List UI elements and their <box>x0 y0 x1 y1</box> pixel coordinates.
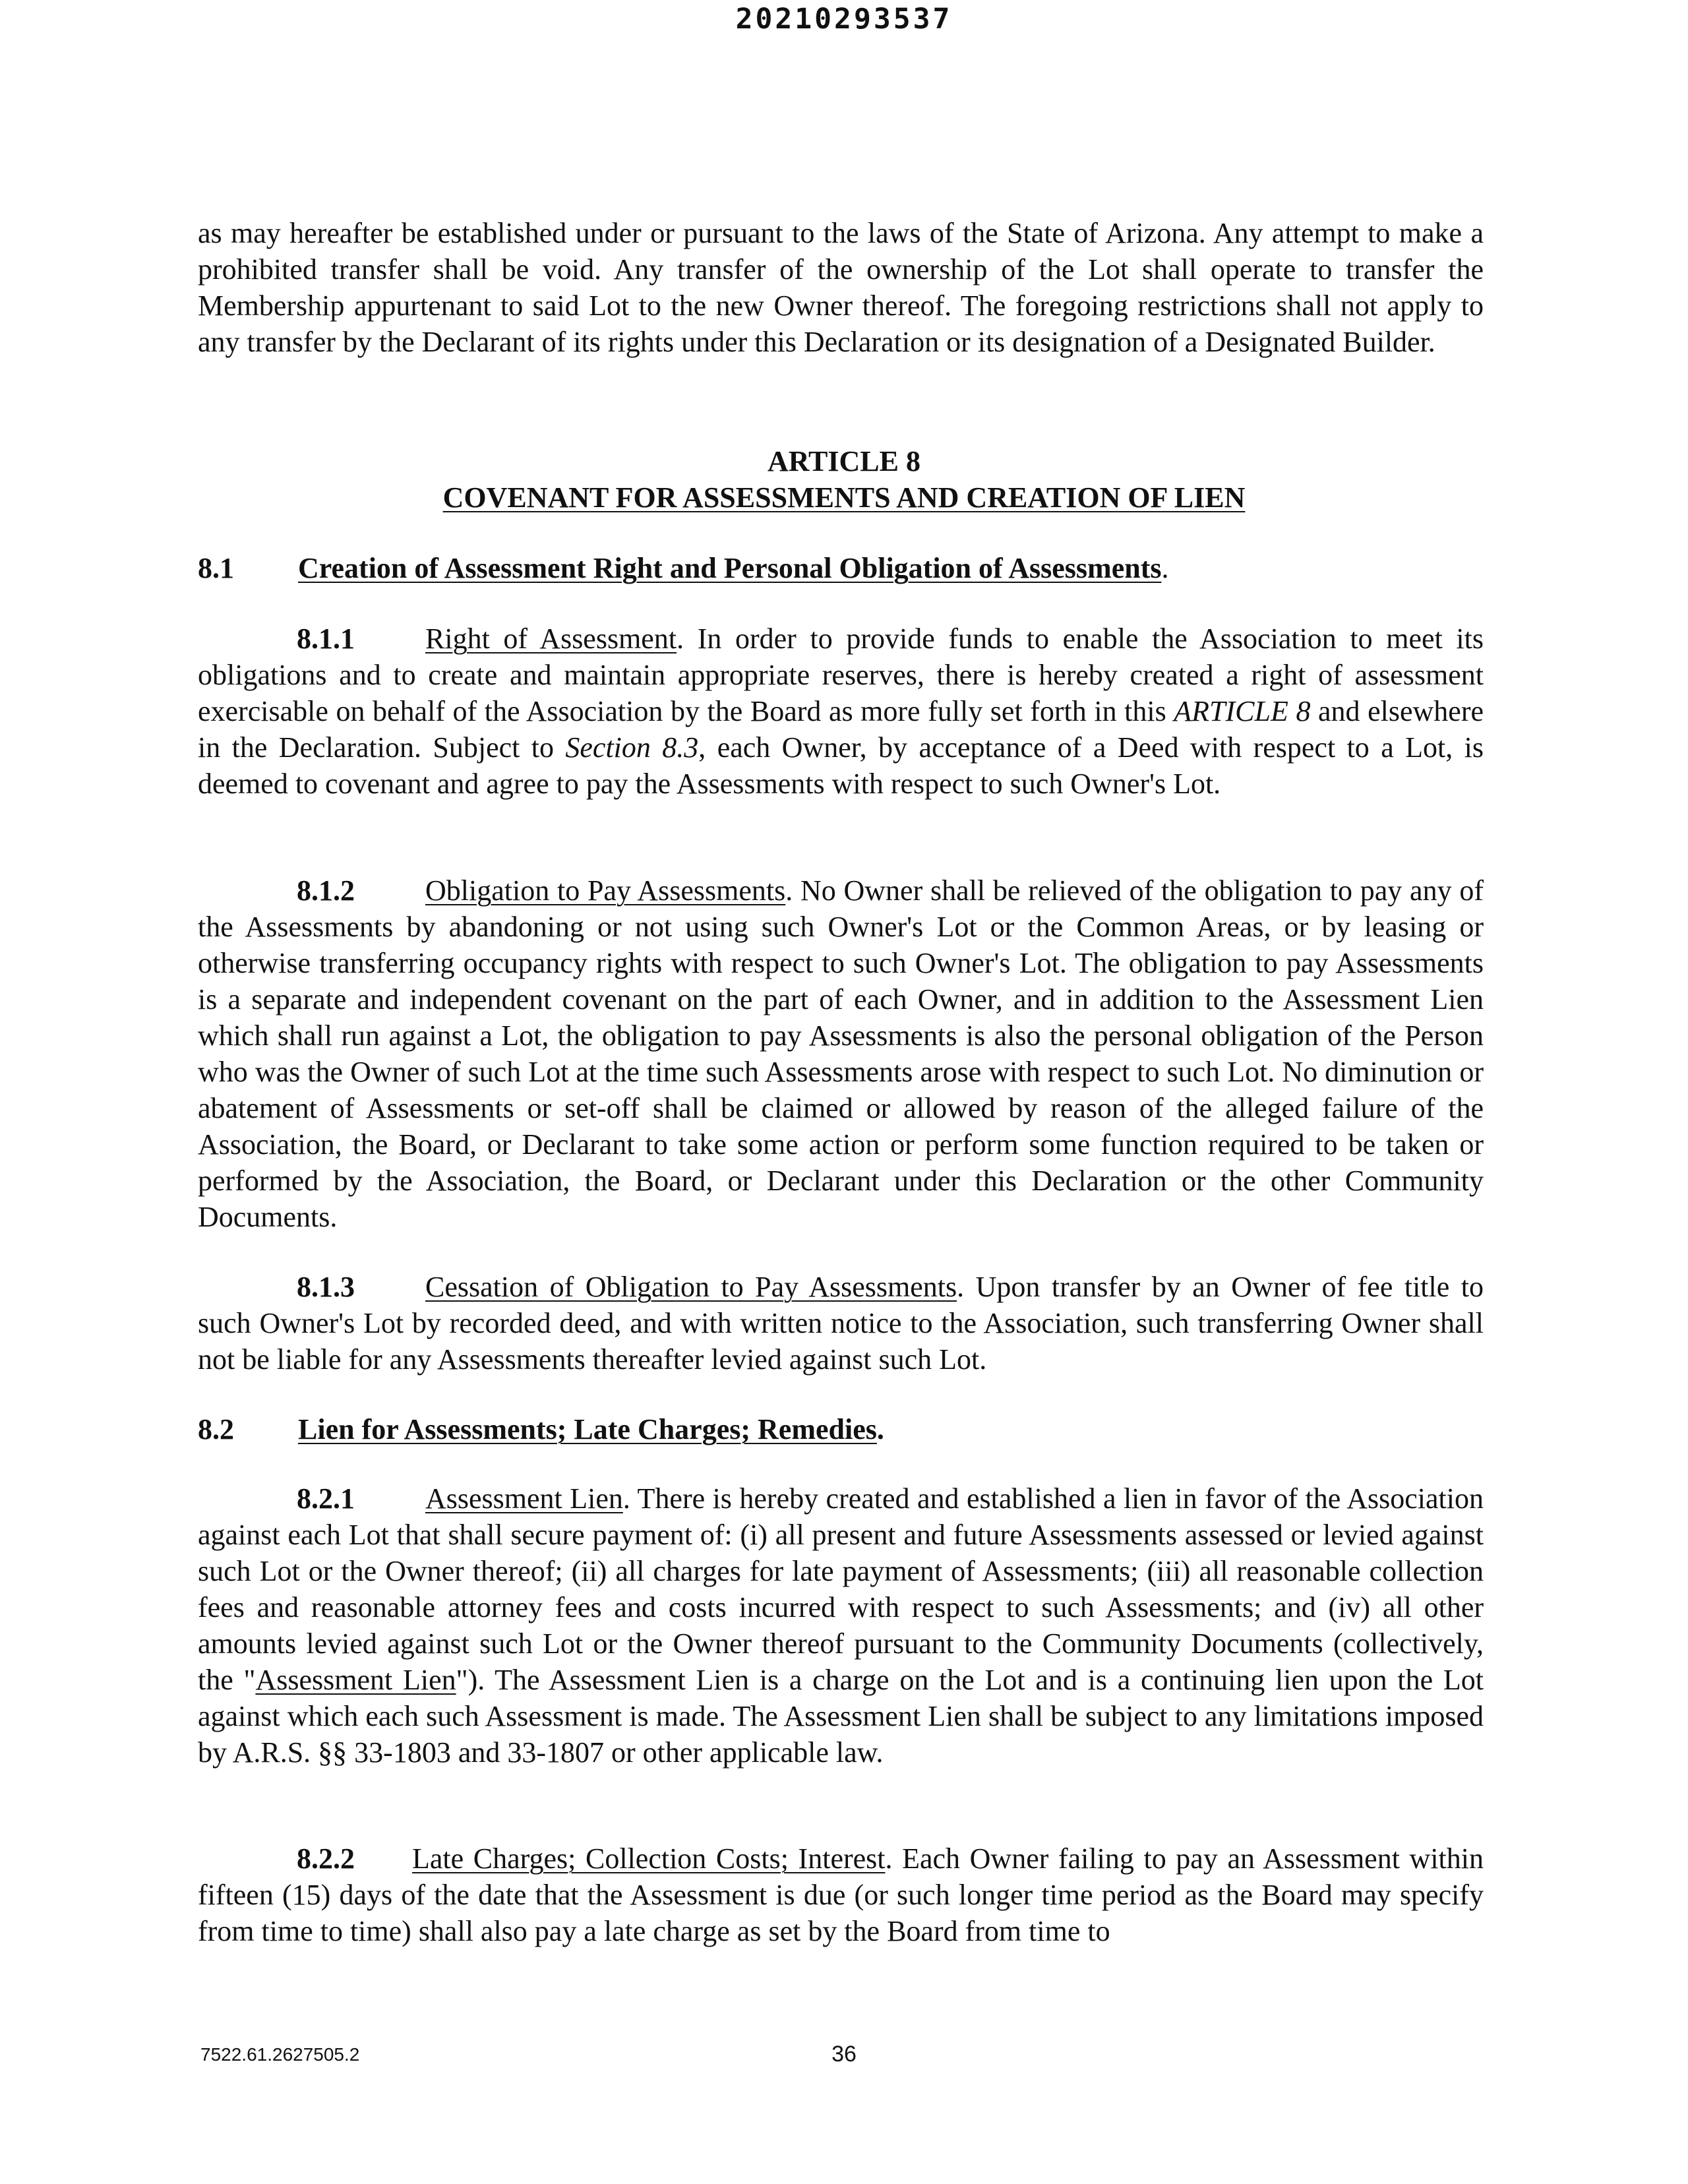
section-8-1-3-text: . Upon transfer by an Owner of fee title to such Owner's Lot by recorded deed, and with written notice to the Association, such transferring Owner shall not be liable for any Assessments thereafter levied against such Lot. <box>198 1271 1484 1376</box>
page-number: 36 <box>831 2042 857 2067</box>
section-8-1-2-title: Obligation to Pay Assessments <box>425 874 786 907</box>
section-8-2-1 <box>198 1480 1484 1771</box>
article-title <box>0 479 1688 516</box>
section-8-1-1-section-ref: Section 8.3 <box>565 731 699 764</box>
document-number: 20210293537 <box>735 3 953 36</box>
section-8-1-2 <box>198 872 1484 1235</box>
section-8-1-title: Creation of Assessment Right and Personal Obligation of Assessments <box>298 552 1162 584</box>
section-8-1-1-article-ref: ARTICLE 8 <box>1174 695 1311 727</box>
section-8-1-1-title: Right of Assessment <box>425 622 677 655</box>
section-8-1-2-text: . No Owner shall be relieved of the obligation to pay any of the Assessments by abandoning or not using such Owner's Lot or the Common Areas, or by leasing or otherwise transferring occupancy rights with respect to such Owner's Lot. The obligation to pay Assessments is a separate and independent covenant on the part of each Owner, and in addition to the Assessment Lien which shall run against a Lot, the obligation to pay Assessments is also the personal obligation of the Person who was the Owner of such Lot at the time such Assessments arose with respect to such Lot. No diminution or abatement of Assessments or set-off shall be claimed or allowed by reason of the alleged failure of the Association, the Board, or Declarant to take some action or perform some function required to be taken or performed by the Association, the Board, or Declarant under this Declaration or the other Community Documents. <box>198 874 1484 1233</box>
section-8-1-1-text-b: and elsewhere in the Declaration. Subject to <box>198 695 1484 764</box>
section-8-2-number: 8.2 <box>198 1413 234 1445</box>
section-8-1-1-text-c: , each Owner, by acceptance of a Deed with respect to a Lot, is deemed to covenant and agree to pay the Assessments with respect to such Owner's Lot. <box>198 731 1484 800</box>
section-8-1-1 <box>198 621 1484 802</box>
section-8-2-2-text: . Each Owner failing to pay an Assessment within fifteen (15) days of the date that the Assessment is due (or such longer time period as the Board may specify from time to time) shall also pay a late charge as set by the Board from time to <box>198 1842 1484 1947</box>
section-8-2-2-title: Late Charges; Collection Costs; Interest <box>412 1842 886 1875</box>
article-title-text: COVENANT FOR ASSESSMENTS AND CREATION OF LIEN <box>442 481 1246 514</box>
intro-paragraph: as may hereafter be established under or pursuant to the laws of the State of Arizona. Any attempt to make a prohibited transfer shall be void. Any transfer of the ownership of the Lot shall operate to transfer the Membership appurtenant to said Lot to the new Owner thereof. The foregoing restrictions shall not apply to any transfer by the Declarant of its rights under this Declaration or its designation of a Designated Builder. <box>198 217 1484 358</box>
section-8-2-1-text-a: . There is hereby created and established a lien in favor of the Association against each Lot that shall secure payment of: (i) all present and future Assessments assessed or levied against such Lot or the Owner thereof; (ii) all charges for late payment of Assessments; (iii) all reasonable collection fees and reasonable attorney fees and costs incurred with respect to such Assessments; and (iv) all other amounts levied against such Lot or the Owner thereof pursuant to the Community Documents (collectively, the " <box>198 1482 1484 1696</box>
section-8-2-1-title: Assessment Lien <box>425 1482 623 1515</box>
section-8-1-1-text-a: . In order to provide funds to enable the Association to meet its obligations and to create and maintain appropriate reserves, there is hereby created a right of assessment exercisable on behalf of the Association by the Board as more fully set forth in this <box>198 622 1484 727</box>
section-8-1-heading <box>198 550 1484 586</box>
section-8-1-3 <box>198 1269 1484 1378</box>
article-number: ARTICLE 8 <box>768 445 920 477</box>
section-8-2-1-number: 8.2.1 <box>297 1482 355 1515</box>
section-8-2-heading <box>198 1411 1484 1447</box>
section-8-2-2-number: 8.2.2 <box>297 1842 355 1875</box>
section-8-1-number: 8.1 <box>198 552 234 584</box>
section-8-1-3-title: Cessation of Obligation to Pay Assessments <box>425 1271 957 1303</box>
section-8-1-3-number: 8.1.3 <box>297 1271 355 1303</box>
section-8-1-1-number: 8.1.1 <box>297 622 355 655</box>
section-8-2-1-defined-term: Assessment Lien <box>255 1664 456 1696</box>
section-8-2-1-text-b: "). The Assessment Lien is a charge on the Lot and is a continuing lien upon the Lot against which each such Assessment is made. The Assessment Lien shall be subject to any limitations imposed by A.R.S. §§ 33-1803 and 33-1807 or other applicable law. <box>198 1664 1484 1769</box>
section-8-2-2 <box>198 1840 1484 1949</box>
section-8-1-2-number: 8.1.2 <box>297 874 355 907</box>
footer-document-id: 7522.61.2627505.2 <box>200 2044 360 2065</box>
section-8-2-title: Lien for Assessments; Late Charges; Remedies <box>298 1413 877 1445</box>
section-8-2-title-end: . <box>876 1413 884 1445</box>
section-8-1-title-end: . <box>1161 552 1169 584</box>
